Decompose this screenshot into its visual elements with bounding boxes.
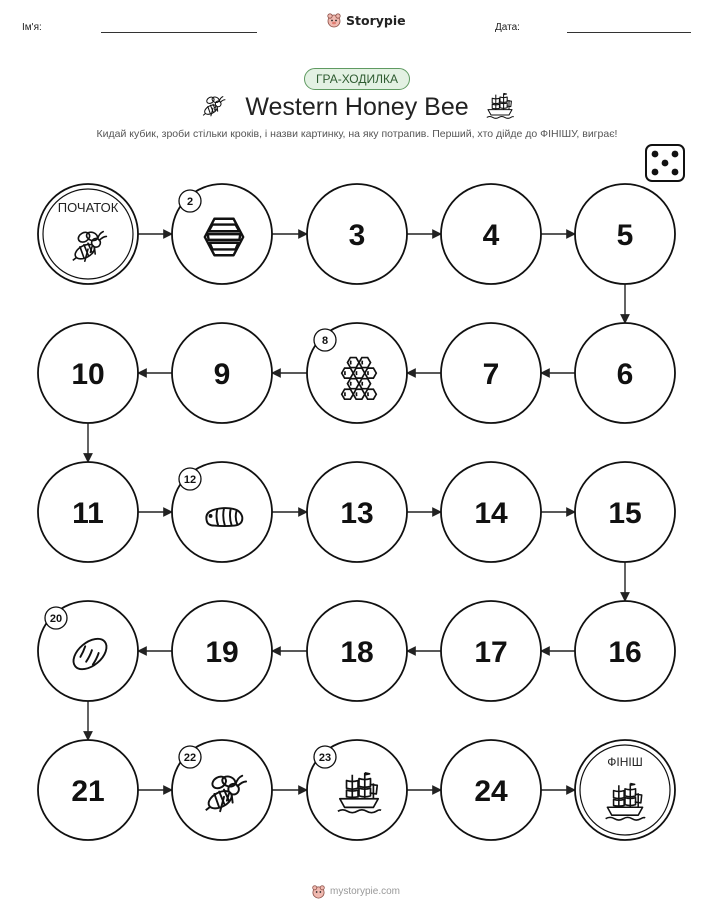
cell-number: 22	[183, 752, 197, 764]
cell-number: 7	[482, 358, 500, 391]
finish-label: ФІНІШ	[607, 755, 643, 769]
board-cell[interactable]	[38, 601, 138, 701]
board-cell[interactable]	[575, 462, 675, 562]
cell-number: 10	[71, 358, 105, 391]
board-cell[interactable]	[441, 462, 541, 562]
footer	[311, 884, 400, 899]
board-cell[interactable]	[307, 740, 407, 840]
cell-number: 11	[72, 497, 104, 530]
brand-name: Storypie	[346, 12, 406, 28]
board-cell[interactable]	[575, 323, 675, 423]
cell-number: 21	[71, 775, 105, 808]
name-label: Ім'я:	[22, 22, 42, 33]
cell-number: 15	[608, 497, 642, 530]
board-cell[interactable]	[441, 323, 541, 423]
cell-number: 24	[474, 775, 508, 808]
cell-number: 8	[321, 335, 329, 347]
cell-number: 9	[213, 358, 231, 391]
board-cell[interactable]	[38, 462, 138, 562]
cell-number: 3	[348, 219, 366, 252]
board-cell[interactable]	[172, 601, 272, 701]
date-label: Дата:	[495, 22, 520, 33]
board-cell[interactable]	[307, 462, 407, 562]
board-cell[interactable]	[172, 740, 272, 840]
board-cell[interactable]	[38, 740, 138, 840]
board-cell[interactable]	[441, 740, 541, 840]
board-cell[interactable]	[172, 462, 272, 562]
cell-number: 16	[608, 636, 642, 669]
cell-number: 13	[340, 497, 374, 530]
cell-number: 23	[318, 752, 332, 764]
cell-number: 4	[482, 219, 500, 252]
cell-number: 5	[616, 219, 634, 252]
board-cell[interactable]	[441, 601, 541, 701]
board-cell[interactable]	[38, 323, 138, 423]
board-cell[interactable]	[172, 184, 272, 284]
board-cell[interactable]	[575, 601, 675, 701]
finish-cell[interactable]	[575, 740, 675, 840]
cell-number: 14	[474, 497, 508, 530]
instructions: Кидай кубик, зроби стільки кроків, і назви картинку, на яку потрапив. Перший, хто дійде до ФІНІШУ, виграє!	[96, 128, 618, 140]
board-cell[interactable]	[172, 323, 272, 423]
board-cell[interactable]	[441, 184, 541, 284]
cell-number: 12	[183, 474, 197, 486]
board-cell[interactable]	[307, 323, 407, 423]
cell-number: 2	[186, 196, 194, 208]
footer-link[interactable]: mystorypie.com	[330, 886, 401, 897]
board-cell[interactable]	[307, 601, 407, 701]
page-title: Western Honey Bee	[245, 93, 469, 121]
cell-number: 6	[616, 358, 634, 391]
start-cell[interactable]	[38, 184, 138, 284]
cell-number: 18	[340, 636, 374, 669]
board-cell[interactable]	[575, 184, 675, 284]
cell-number: 20	[49, 613, 63, 625]
cell-number: 19	[205, 636, 239, 669]
board-cell[interactable]	[307, 184, 407, 284]
cell-number: 17	[474, 636, 508, 669]
game-type-badge: ГРА-ХОДИЛКА	[304, 68, 410, 90]
cell-circle	[38, 184, 138, 284]
start-label: ПОЧАТОК	[57, 200, 119, 215]
storypie-mascot-icon	[311, 884, 326, 899]
